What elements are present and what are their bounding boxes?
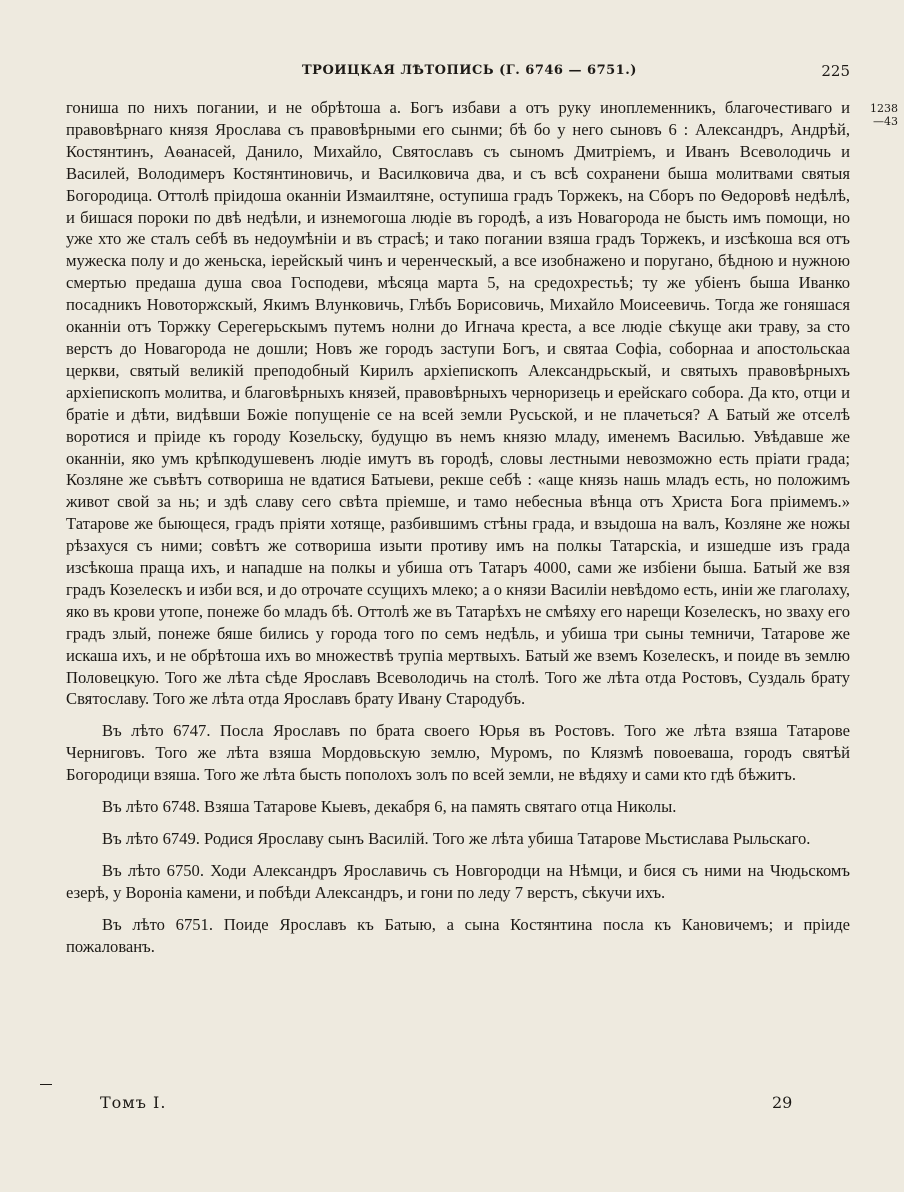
paragraph-6749: Въ лѣто 6749. Родися Ярославу сынъ Василiй. Того же лѣта убиша Татарове Мьстислава Рыльскаго. (102, 829, 811, 848)
page-number: 225 (821, 62, 850, 80)
page-header (66, 63, 852, 83)
margin-year-end: —43 (873, 115, 898, 128)
paragraph-6746: гониша по нихъ погании, и не обрѣтоша а. Богъ избави а отъ руку иноплеменникъ, благочестиваго и правовѣрнаго князя Ярослава съ правовѣрными его сынми; бѣ бо у него сыновъ 6 : Александръ, Андрѣй, Костянтинъ, Аѳанасей, Данило, Михайло, Святославъ съ сыномъ Дмитрiемъ, и Иванъ Всеволодичь и Василей, Володимеръ Костянтиновичь, и Василковича два, и съ всѣ сохранени быша молитвами святыя Богородица. Оттолѣ прiидоша оканнiи Измаилтяне, оступиша градъ Торжекъ, на Сборъ по Ѳедоровѣ недѣлѣ, и бишася пороки по двѣ недѣли, и изнемогоша людiе въ городѣ, а изъ Новагорода не бысть имъ помощи, но уже хто же сталъ себѣ въ недоумѣнiи и въ страсѣ; и тако погании взяша градъ Торжекъ, и изсѣкоша вся отъ мужеска полу и до женьска, iерейскый чинъ и черенческый, а все изобнажено и поругано, бѣдною и нужною смертью предаша душа своа Господеви, мѣсяца марта 5, на средохрестьѣ; ту же убiенъ быша Иванко посадникъ Новоторжскый, Якимъ Влунковичь, Глѣбъ Борисовичь, Михайло Моисеевичь. Тогда же гоняшася оканнiи отъ Торжку Серегерьскымъ путемъ нолни до Игнача креста, а все людiе сѣкуще аки траву, за сто верстъ до Новагорода не дошли; Новъ же городъ заступи Богъ, и святаа Софiа, соборнаа и апостольскаа церкви, святый великiй преподобный Кирилъ архiепископъ Александрьскый, и святыхъ правовѣрныхъ архiепископъ молитва, и благовѣрныхъ князей, правовѣрныхъ черноризець и ерейскаго собора. Да кто, отци и братiе и дѣти, видѣвши Божiе попущенiе се на всей земли Русьской, и не плачеться? А Батый же отселѣ воротися и прiиде къ городу Козельску, будущю въ немъ князю младу, именемъ Василью. Увѣдавше же оканнiи, яко умъ крѣпкодушевенъ людiе имутъ въ городѣ, словы лестными невозможно есть прiати града; Козляне же съвѣтъ сотвориша не вдатися Батыеви, рекше себѣ : «аще князь нашь младъ есть, но положимъ живот свой за нь; и здѣ славу сего свѣта прiемше, и тамо небесныа вѣнца отъ Христа Бога прiимемъ.» Татарове же быющеся, градъ прiяти хотяще, разбившимъ стѣны града, и взыдоша на валъ, Козляне же ножы рѣзахуся съ ними; совѣтъ же сотвориша изыти противу имъ на полкы Татарскiа, и изшедше изъ града изсѣкоша праща ихъ, и нападше на полкы и убиша отъ Татаръ 4000, сами же избiени быша. Батый же взя градъ Козелескъ и изби вся, и до отрочате ссущихъ млеко; а о князи Василiи невѣдомо есть, инiи же глаголаху, яко въ крови утопе, понеже бо младъ бѣ. Оттолѣ же въ Татарѣхъ не смѣяху его нарещи Козелескъ, но зваху его градъ злый, понеже бяше бились у города того по семъ недѣль, и убиша три сыны темничи, Татарове же искаша ихъ, и не обрѣтоша ихъ во множествѣ трупiа мертвыхъ. Батый же вземъ Козелескъ, и поиде въ землю Половецкую. Того же лѣта сѣде Ярославъ Всеволодичь на столѣ. Того же лѣта отда Ростовъ, Суздаль брату Святославу. Того же лѣта отда Ярославъ брату Ивану Стародубъ. (66, 98, 850, 709)
page-footer (100, 1093, 800, 1115)
margin-dash-mark (40, 1084, 52, 1085)
chronicle-text (66, 97, 850, 958)
paragraph-6751: Въ лѣто 6751. Поиде Ярославъ къ Батыю, а сына Костянтина посла къ Кановичемъ; и прiиде пожалованъ. (66, 914, 850, 956)
volume-label: Томъ I. (100, 1093, 167, 1112)
signature-mark: 29 (772, 1093, 793, 1112)
paragraph-6750: Въ лѣто 6750. Ходи Александръ Ярославичь съ Новгородци на Нѣмци, и бися съ ними на Чюдьскомъ езерѣ, у Вороніа камени, и побѣди Александръ, и гони по леду 7 верстъ, сѣкучи ихъ. (66, 860, 850, 902)
margin-year-start: 1238 (870, 102, 898, 115)
paragraph-6748: Въ лѣто 6748. Взяша Татарове Кыевъ, декабря 6, на память святаго отца Николы. (102, 797, 677, 817)
margin-years (860, 102, 898, 128)
paragraph-6747: Въ лѣто 6747. Посла Ярославъ по брата своего Юрья въ Ростовъ. Того же лѣта взяша Татарове Черниговъ. Того же лѣта взяша Мордовьскую землю, Муромъ, по Клязмѣ повоеваша, городъ святѣй Богородици взяша. Того же лѣта бысть пополохъ золъ по всей земли, не вѣдяху и сами кто гдѣ бѣжитъ. (66, 721, 850, 785)
running-head: ТРОИЦКАЯ ЛѢТОПИСЬ (Г. 6746 — 6751.) (302, 63, 637, 78)
